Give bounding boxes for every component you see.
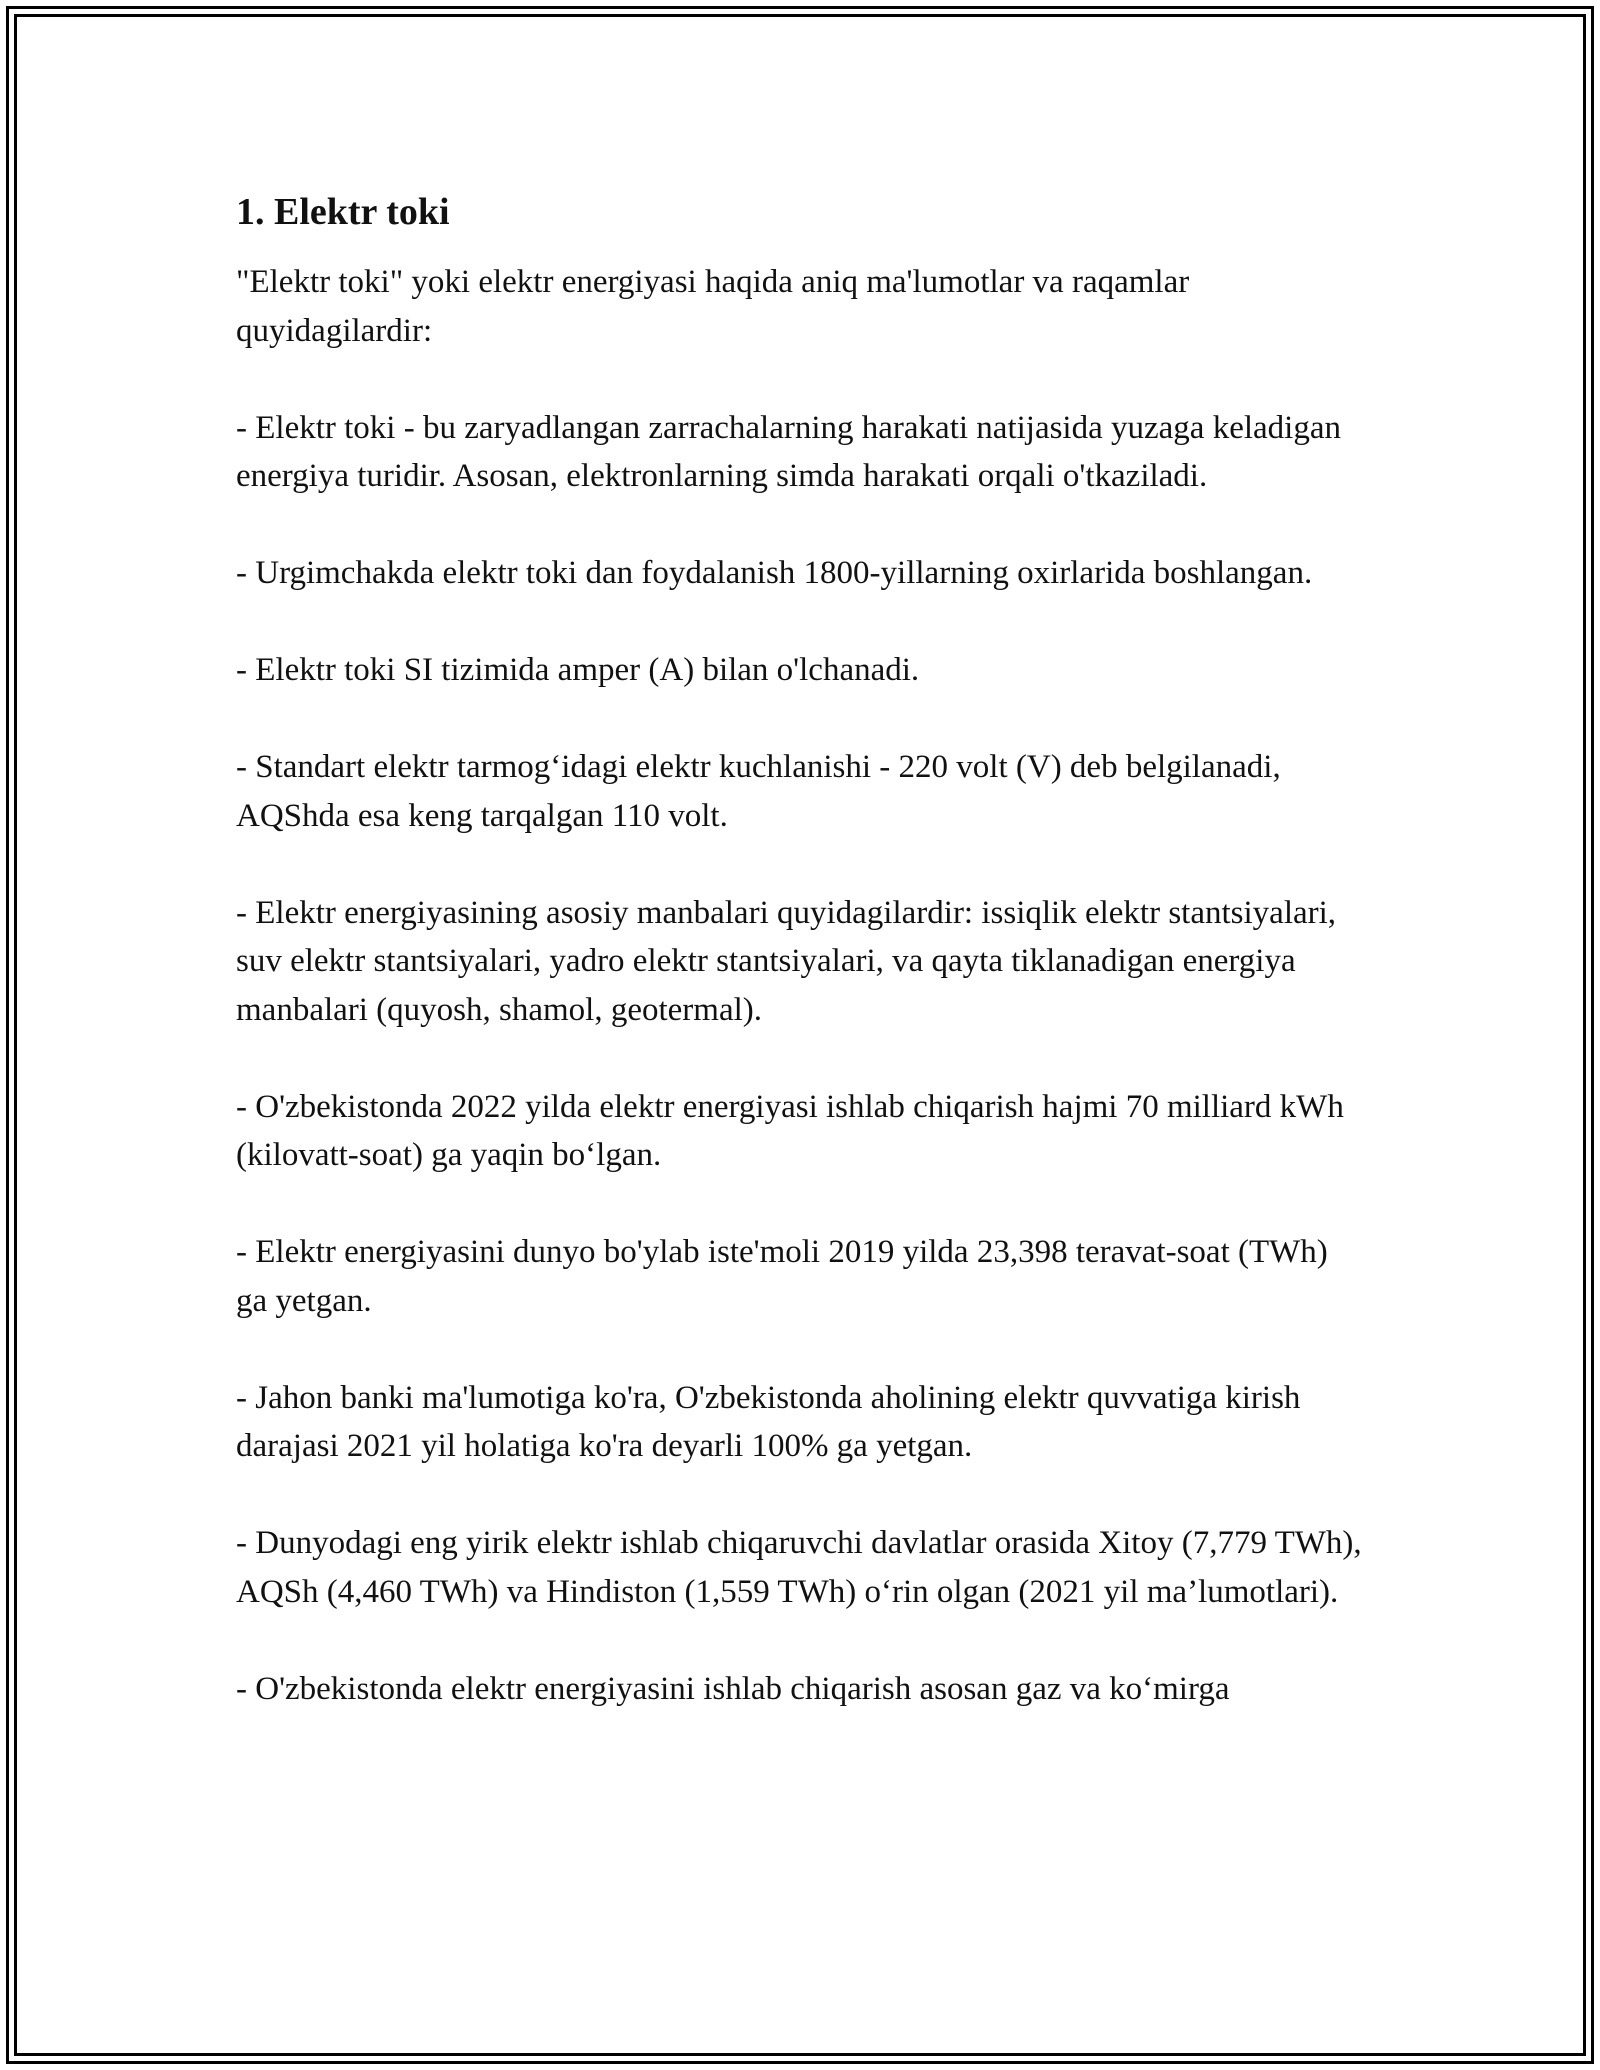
paragraph-fuel-mix: - O'zbekistonda elektr energiyasini ishlab chiqarish asosan gaz va ko‘mirga: [236, 1670, 1230, 1707]
paragraph-definition: - Elektr toki - bu zaryadlangan zarrachalarning harakati natijasida yuzaga keladigan energiya turidir. Asosan, elektronlarning simda harakati orqali o'tkaziladi.: [236, 409, 1341, 494]
paragraph-history: - Urgimchakda elektr toki dan foydalanish 1800-yillarning oxirlarida boshlangan.: [236, 555, 1313, 591]
paragraph-sources: - Elektr energiyasining asosiy manbalari quyidagilardir: issiqlik elektr stantsiyalari, suv elektr stantsiyalari, yadro elektr stantsiyalari, va qayta tiklanadigan energiya manbalari (quyosh, shamol, geotermal).: [236, 894, 1337, 1028]
section-heading: 1. Elektr toki: [236, 191, 450, 233]
paragraph-si-unit: - Elektr toki SI tizimida amper (A) bilan o'lchanadi.: [236, 652, 920, 688]
paragraph-world-consumption: - Elektr energiyasini dunyo bo'ylab iste'moli 2019 yilda 23,398 teravat-soat (TWh) ga yetgan.: [236, 1234, 1328, 1319]
paragraph-uzbekistan-production: - O'zbekistonda 2022 yilda elektr energiyasi ishlab chiqarish hajmi 70 milliard kWh (kilovatt-soat) ga yaqin bo‘lgan.: [236, 1088, 1344, 1173]
paragraph-top-producers: - Dunyodagi eng yirik elektr ishlab chiqaruvchi davlatlar orasida Xitoy (7,779 TWh), AQSh (4,460 TWh) va Hindiston (1,559 TWh) o‘rin olgan (2021 yil ma’lumotlari).: [236, 1525, 1362, 1610]
paragraph-voltage: - Standart elektr tarmog‘idagi elektr kuchlanishi - 220 volt (V) deb belgilanadi, AQShda esa keng tarqalgan 110 volt.: [236, 749, 1281, 834]
paragraph-access: - Jahon banki ma'lumotiga ko'ra, O'zbekistonda aholining elektr quvvatiga kirish darajasi 2021 yil holatiga ko'ra deyarli 100% ga yetgan.: [236, 1379, 1301, 1464]
document-body: [236, 186, 1366, 1713]
intro-paragraph: "Elektr toki" yoki elektr energiyasi haqida aniq ma'lumotlar va raqamlar quyidagilardir:: [236, 264, 1190, 349]
